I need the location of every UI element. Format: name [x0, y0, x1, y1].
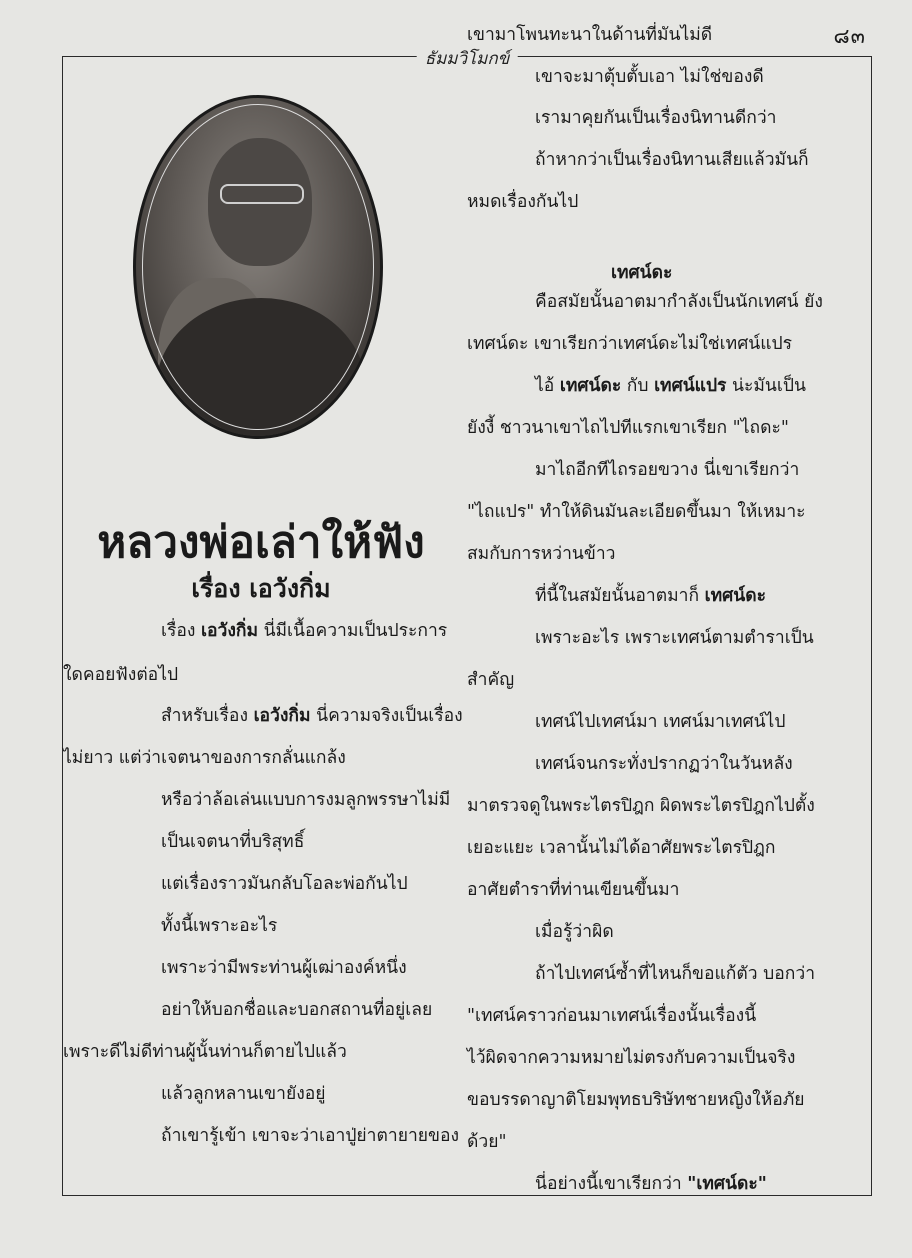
right-text-span: สำคัญ — [467, 670, 515, 690]
right-text-line — [535, 756, 793, 774]
left-text-span: เป็นเจตนาที่บริสุทธิ์ — [161, 832, 305, 852]
left-text-line — [161, 623, 447, 641]
right-text-line — [535, 378, 806, 396]
right-text-line — [467, 336, 792, 354]
right-text-span: ถ้าไปเทศน์ซ้ำที่ไหนก็ขอแก้ตัว บอกว่า — [535, 964, 816, 984]
right-text-span: เพราะอะไร เพราะเทศน์ตามตำราเป็น — [535, 628, 814, 648]
right-text-span: ที่นี้ในสมัยนั้นอาตมาก็ — [535, 586, 705, 606]
right-text-span: สมกับการหว่านข้าว — [467, 544, 616, 564]
right-text-line — [467, 504, 806, 522]
left-text-span: เพราะว่ามีพระท่านผู้เฒ่าองค์หนึ่ง — [161, 958, 407, 978]
left-text-line — [161, 1128, 459, 1146]
right-text-span: เทศน์ดะ เขาเรียกว่าเทศน์ดะไม่ใช่เทศน์แปร — [467, 334, 793, 354]
right-text-span: เทศน์แปร — [654, 376, 727, 396]
right-text-line — [467, 194, 578, 212]
left-text-span: สำหรับเรื่อง — [161, 706, 254, 726]
right-text-line — [467, 420, 789, 438]
left-text-span: หรือว่าล้อเล่นแบบการงมลูกพรรษาไม่มี — [161, 790, 451, 810]
right-text-span: ถ้าหากว่าเป็นเรื่องนิทานเสียแล้วมันก็ — [535, 150, 809, 170]
right-text-line — [535, 588, 766, 606]
right-text-line — [535, 294, 823, 312]
right-text-line — [535, 924, 614, 942]
right-text-span: เทศน์ดะ — [704, 586, 766, 606]
right-text-span: ไว้ผิดจากความหมายไม่ตรงกับความเป็นจริง — [467, 1048, 796, 1068]
article-subtitle: เรื่อง เอวังกิ่ม — [191, 574, 331, 603]
right-text-line — [467, 546, 616, 564]
right-text-span: เขามาโพนทะนาในด้านที่มันไม่ดี — [467, 25, 713, 45]
article-title: หลวงพ่อเล่าให้ฟัง — [97, 517, 425, 568]
right-text-span: ไอ้ — [535, 376, 560, 396]
right-text-span: น่ะมันเป็น — [726, 376, 806, 396]
right-text-line — [467, 882, 679, 900]
right-text-line — [535, 714, 785, 732]
left-text-span: ใดคอยฟังต่อไป — [63, 665, 179, 685]
right-text-line — [467, 1008, 756, 1026]
left-text-span: ไม่ยาว แต่ว่าเจตนาของการกลั่นแกล้ง — [63, 748, 346, 768]
right-text-span: กับ — [621, 376, 655, 396]
right-text-line — [467, 798, 815, 816]
right-text-span: มาตรวจดูในพระไตรปิฎก ผิดพระไตรปิฎกไปตั้ง — [467, 796, 815, 816]
right-text-span: เมื่อรู้ว่าผิด — [535, 922, 614, 942]
left-text-span: แต่เรื่องราวมันกลับโอละพ่อกันไป — [161, 874, 408, 894]
left-text-span: เพราะดีไม่ดีท่านผู้นั้นท่านก็ตายไปแล้ว — [63, 1042, 347, 1062]
right-text-span: ยังงี้ ชาวนาเขาไถไปทีแรกเขาเรียก "ไถดะ" — [467, 418, 789, 438]
left-text-span: อย่าให้บอกชื่อและบอกสถานที่อยู่เลย — [161, 1000, 433, 1020]
left-text-line — [161, 1086, 326, 1104]
right-text-line — [467, 840, 775, 858]
right-text-line — [467, 1134, 507, 1152]
left-text-line — [161, 1002, 432, 1020]
right-text-line — [467, 672, 514, 690]
right-text-span: ด้วย" — [467, 1132, 507, 1152]
left-text-line — [161, 834, 304, 852]
left-text-span: เอวังกิ่ม — [201, 621, 258, 641]
right-text-line — [467, 1092, 805, 1110]
left-text-line — [161, 960, 407, 978]
page-number: ๘๓ — [833, 24, 866, 48]
left-text-line — [161, 876, 408, 894]
left-column — [63, 57, 463, 1195]
right-text-line — [535, 630, 814, 648]
right-text-span: เทศน์จนกระทั่งปรากฏว่าในวันหลัง — [535, 754, 793, 774]
left-text-line — [63, 667, 178, 685]
right-text-span: นี่อย่างนี้เขาเรียกว่า — [535, 1174, 688, 1194]
right-text-span: "เทศน์คราวก่อนมาเทศน์เรื่องนั้นเรื่องนี้ — [467, 1006, 757, 1026]
right-text-line — [535, 966, 815, 984]
right-text-span: เทศน์ดะ — [559, 376, 622, 396]
right-text-line — [535, 462, 799, 480]
right-text-line — [467, 1050, 795, 1068]
left-text-line — [63, 1044, 347, 1062]
left-text-line — [161, 792, 450, 810]
left-text-span: เรื่อง — [161, 621, 201, 641]
right-text-span: เทศน์ดะ — [611, 263, 673, 283]
left-text-span: นี่ความจริงเป็นเรื่อง — [310, 706, 463, 726]
right-text-span: เยอะแยะ เวลานั้นไม่ได้อาศัยพระไตรปิฎก — [467, 838, 776, 858]
right-text-line — [467, 27, 712, 45]
left-text-span: ถ้าเขารู้เข้า เขาจะว่าเอาปู่ย่าตายายของ — [161, 1126, 460, 1146]
left-text-span: นี่มีเนื้อความเป็นประการ — [258, 621, 448, 641]
right-text-span: "ไถแปร" ทำให้ดินมันละเอียดขึ้นมา ให้เหมาะ — [467, 502, 806, 522]
left-text-line — [161, 708, 463, 726]
right-text-span: คือสมัยนั้นอาตมากำลังเป็นนักเทศน์ ยัง — [535, 292, 823, 312]
right-text-span: หมดเรื่องกันไป — [467, 192, 579, 212]
right-text-line — [535, 1176, 767, 1194]
left-text-span: ทั้งนี้เพราะอะไร — [161, 916, 278, 936]
left-text-span: เอวังกิ่ม — [253, 706, 311, 726]
right-text-span: ขอบรรดาญาติโยมพุทธบริษัทชายหญิงให้อภัย — [467, 1090, 805, 1110]
right-text-span: อาศัยตำราที่ท่านเขียนขึ้นมา — [467, 880, 680, 900]
right-text-span: เขาจะมาตุ้บตั้บเอา ไม่ใช่ของดี — [535, 67, 764, 87]
right-text-line — [535, 110, 776, 128]
monk-portrait-image — [133, 95, 383, 439]
right-text-line — [611, 265, 672, 283]
right-text-line — [535, 152, 809, 170]
right-text-span: เรามาคุยกันเป็นเรื่องนิทานดีกว่า — [535, 108, 777, 128]
running-head: ธัมมวิโมกข์ — [417, 45, 518, 72]
left-text-line — [63, 750, 346, 768]
right-text-span: เทศน์ไปเทศน์มา เทศน์มาเทศน์ไป — [535, 712, 786, 732]
left-text-line — [161, 918, 277, 936]
right-text-span: มาไถอีกทีไถรอยขวาง นี่เขาเรียกว่า — [535, 460, 800, 480]
right-text-line — [535, 69, 764, 87]
left-text-span: แล้วลูกหลานเขายังอยู่ — [161, 1084, 326, 1104]
right-text-span: "เทศน์ดะ" — [687, 1174, 767, 1194]
